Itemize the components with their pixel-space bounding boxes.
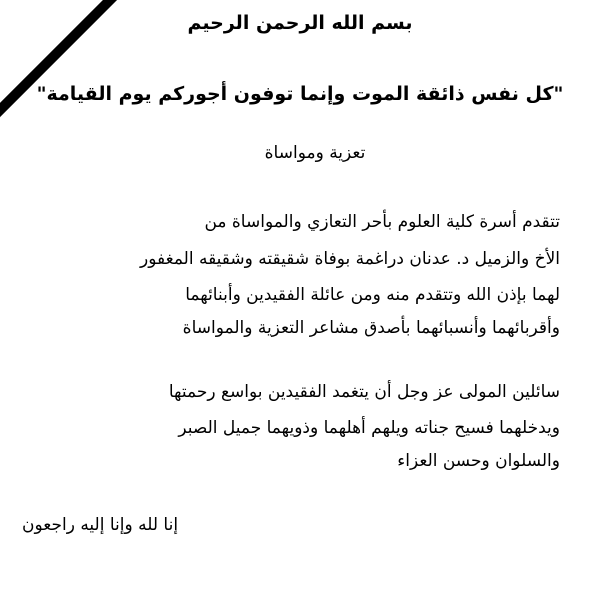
paragraph2-line: والسلوان وحسن العزاء bbox=[397, 451, 560, 471]
notice-title: تعزية ومواساة bbox=[264, 143, 366, 163]
basmala-heading: بسم الله الرحمن الرحيم bbox=[187, 12, 413, 34]
paragraph1-line: وأقربائهما وأنسبائهما بأصدق مشاعر التعزية والمواساة bbox=[182, 318, 560, 338]
paragraph1-line: تتقدم أسرة كلية العلوم بأحر التعازي والمواساة من bbox=[204, 212, 560, 232]
closing-phrase: إنا لله وإنا إليه راجعون bbox=[22, 515, 179, 535]
quran-verse: "كل نفس ذائقة الموت وإنما توفون أجوركم يوم القيامة" bbox=[36, 83, 564, 105]
paragraph1-line: لهما بإذن الله وتتقدم منه ومن عائلة الفقيدين وأبنائهما bbox=[185, 285, 560, 305]
paragraph1-line: الأخ والزميل د. عدنان دراغمة بوفاة شقيقته وشقيقه المغفور bbox=[140, 249, 560, 269]
paragraph2-line: سائلين المولى عز وجل أن يتغمد الفقيدين بواسع رحمتها bbox=[168, 382, 560, 402]
paragraph2-line: ويدخلهما فسيح جناته ويلهم أهلهما وذويهما جميل الصبر bbox=[178, 418, 560, 438]
